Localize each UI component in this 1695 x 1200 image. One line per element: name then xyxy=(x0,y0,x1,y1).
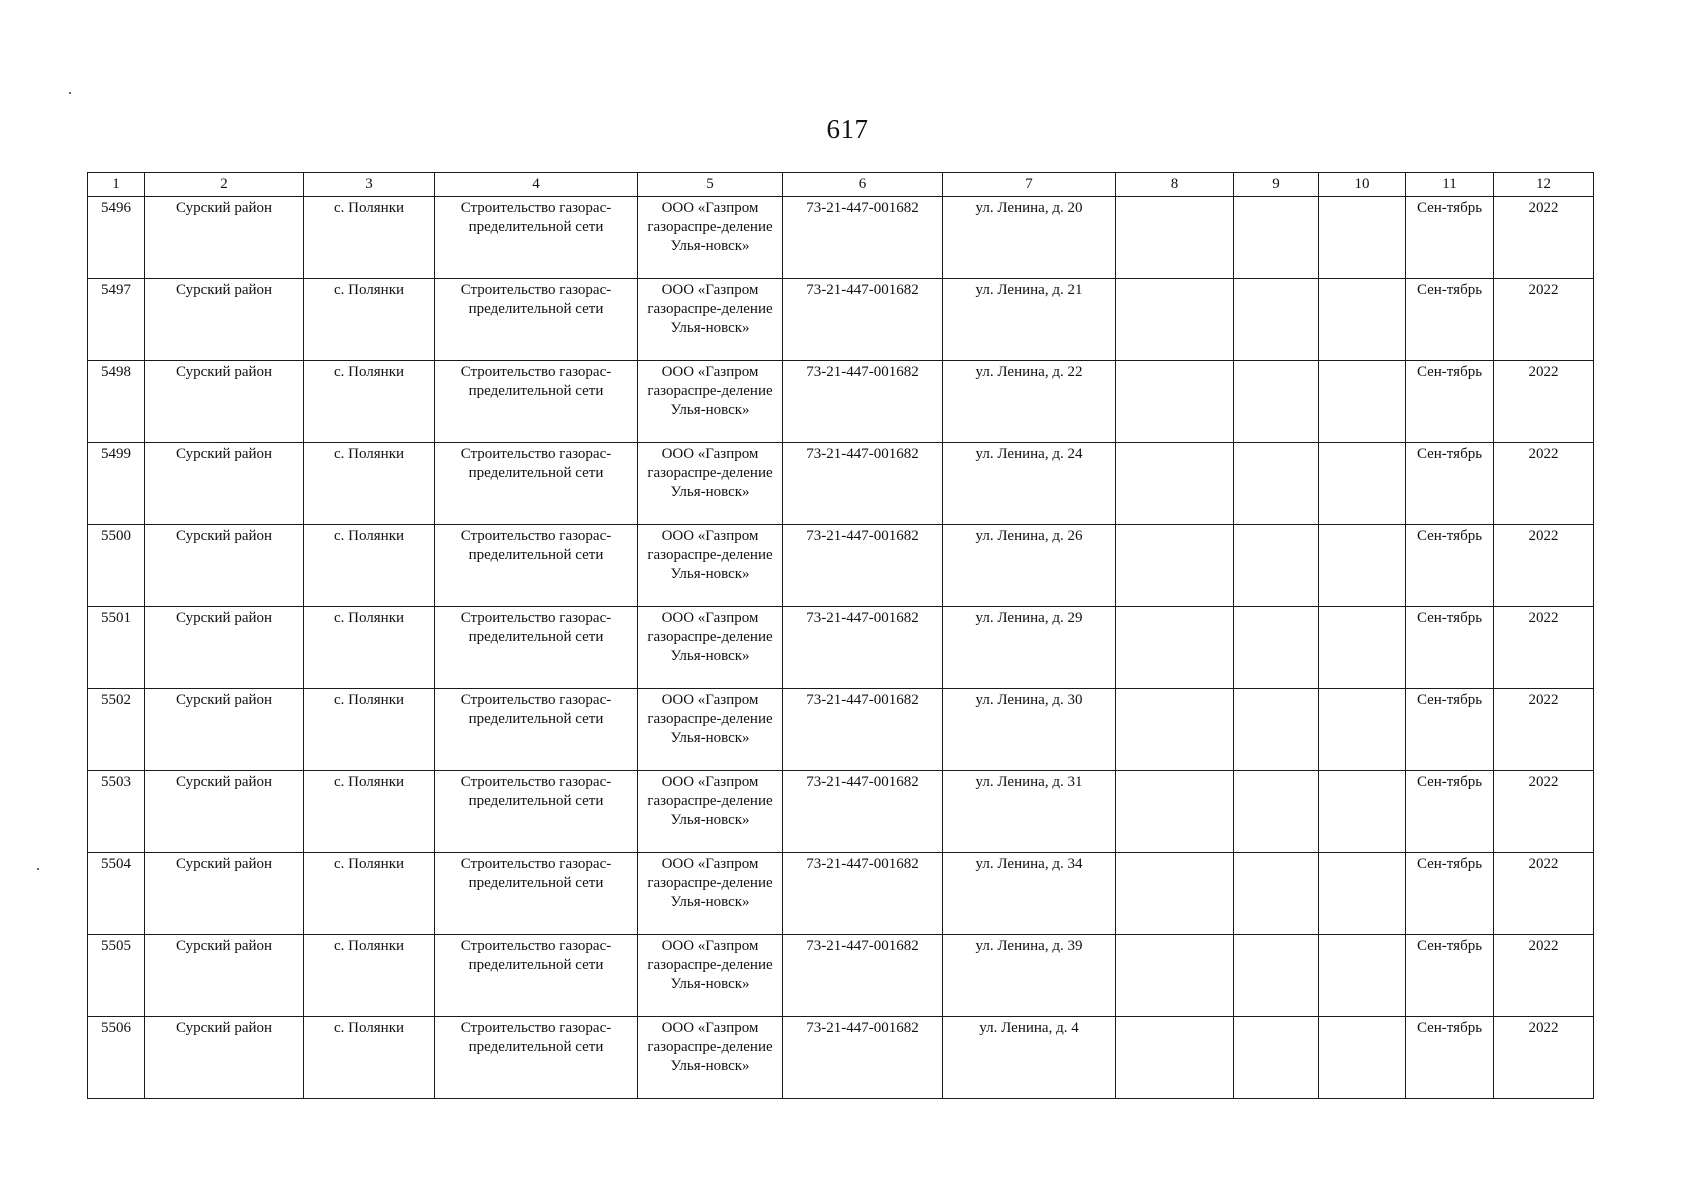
object-cell: Строительство газорас-пределительной сети xyxy=(435,525,638,607)
district-cell: Сурский район xyxy=(145,935,304,1017)
organization-cell: ООО «Газпром газораспре-деление Улья-новск» xyxy=(638,525,783,607)
code-cell: 73-21-447-001682 xyxy=(783,771,943,853)
district-cell: Сурский район xyxy=(145,279,304,361)
column-10-cell xyxy=(1319,197,1406,279)
table-row xyxy=(88,1017,1594,1099)
row-number: 5506 xyxy=(88,1017,145,1099)
column-header: 1 xyxy=(88,173,145,197)
locality-cell: с. Полянки xyxy=(304,1017,435,1099)
column-8-cell xyxy=(1116,1017,1234,1099)
month-cell: Сен-тябрь xyxy=(1406,279,1494,361)
month-cell: Сен-тябрь xyxy=(1406,689,1494,771)
scan-speck xyxy=(37,868,39,870)
year-cell: 2022 xyxy=(1494,279,1594,361)
table-row xyxy=(88,361,1594,443)
row-number: 5497 xyxy=(88,279,145,361)
column-10-cell xyxy=(1319,607,1406,689)
table-row xyxy=(88,443,1594,525)
month-cell: Сен-тябрь xyxy=(1406,525,1494,607)
code-cell: 73-21-447-001682 xyxy=(783,689,943,771)
address-cell: ул. Ленина, д. 4 xyxy=(943,1017,1116,1099)
object-cell: Строительство газорас-пределительной сети xyxy=(435,443,638,525)
district-cell: Сурский район xyxy=(145,197,304,279)
address-cell: ул. Ленина, д. 26 xyxy=(943,525,1116,607)
organization-cell: ООО «Газпром газораспре-деление Улья-новск» xyxy=(638,689,783,771)
page-number: 617 xyxy=(826,114,869,144)
month-cell: Сен-тябрь xyxy=(1406,935,1494,1017)
object-cell: Строительство газорас-пределительной сети xyxy=(435,607,638,689)
column-8-cell xyxy=(1116,935,1234,1017)
table-row xyxy=(88,607,1594,689)
column-10-cell xyxy=(1319,443,1406,525)
column-header: 12 xyxy=(1494,173,1594,197)
row-number: 5505 xyxy=(88,935,145,1017)
object-cell: Строительство газорас-пределительной сети xyxy=(435,361,638,443)
code-cell: 73-21-447-001682 xyxy=(783,525,943,607)
district-cell: Сурский район xyxy=(145,1017,304,1099)
district-cell: Сурский район xyxy=(145,443,304,525)
table-row xyxy=(88,853,1594,935)
month-cell: Сен-тябрь xyxy=(1406,771,1494,853)
address-cell: ул. Ленина, д. 22 xyxy=(943,361,1116,443)
organization-cell: ООО «Газпром газораспре-деление Улья-новск» xyxy=(638,935,783,1017)
column-9-cell xyxy=(1234,279,1319,361)
object-cell: Строительство газорас-пределительной сети xyxy=(435,279,638,361)
column-10-cell xyxy=(1319,771,1406,853)
column-9-cell xyxy=(1234,689,1319,771)
column-9-cell xyxy=(1234,525,1319,607)
address-cell: ул. Ленина, д. 31 xyxy=(943,771,1116,853)
code-cell: 73-21-447-001682 xyxy=(783,1017,943,1099)
column-header: 5 xyxy=(638,173,783,197)
row-number: 5499 xyxy=(88,443,145,525)
locality-cell: с. Полянки xyxy=(304,525,435,607)
column-10-cell xyxy=(1319,689,1406,771)
year-cell: 2022 xyxy=(1494,525,1594,607)
address-cell: ул. Ленина, д. 34 xyxy=(943,853,1116,935)
year-cell: 2022 xyxy=(1494,607,1594,689)
header-row xyxy=(88,173,1594,197)
month-cell: Сен-тябрь xyxy=(1406,853,1494,935)
column-8-cell xyxy=(1116,443,1234,525)
column-9-cell xyxy=(1234,1017,1319,1099)
column-9-cell xyxy=(1234,361,1319,443)
district-cell: Сурский район xyxy=(145,525,304,607)
row-number: 5498 xyxy=(88,361,145,443)
column-8-cell xyxy=(1116,607,1234,689)
month-cell: Сен-тябрь xyxy=(1406,361,1494,443)
code-cell: 73-21-447-001682 xyxy=(783,935,943,1017)
district-cell: Сурский район xyxy=(145,689,304,771)
year-cell: 2022 xyxy=(1494,197,1594,279)
table-row xyxy=(88,525,1594,607)
address-cell: ул. Ленина, д. 20 xyxy=(943,197,1116,279)
locality-cell: с. Полянки xyxy=(304,197,435,279)
locality-cell: с. Полянки xyxy=(304,443,435,525)
month-cell: Сен-тябрь xyxy=(1406,1017,1494,1099)
column-10-cell xyxy=(1319,1017,1406,1099)
row-number: 5496 xyxy=(88,197,145,279)
code-cell: 73-21-447-001682 xyxy=(783,853,943,935)
column-8-cell xyxy=(1116,197,1234,279)
code-cell: 73-21-447-001682 xyxy=(783,361,943,443)
organization-cell: ООО «Газпром газораспре-деление Улья-новск» xyxy=(638,361,783,443)
object-cell: Строительство газорас-пределительной сети xyxy=(435,689,638,771)
object-cell: Строительство газорас-пределительной сети xyxy=(435,853,638,935)
column-8-cell xyxy=(1116,689,1234,771)
column-header: 7 xyxy=(943,173,1116,197)
table-row xyxy=(88,197,1594,279)
locality-cell: с. Полянки xyxy=(304,361,435,443)
organization-cell: ООО «Газпром газораспре-деление Улья-новск» xyxy=(638,443,783,525)
table-row xyxy=(88,279,1594,361)
column-header: 3 xyxy=(304,173,435,197)
locality-cell: с. Полянки xyxy=(304,771,435,853)
month-cell: Сен-тябрь xyxy=(1406,607,1494,689)
year-cell: 2022 xyxy=(1494,443,1594,525)
district-cell: Сурский район xyxy=(145,853,304,935)
column-10-cell xyxy=(1319,853,1406,935)
year-cell: 2022 xyxy=(1494,361,1594,443)
column-header: 11 xyxy=(1406,173,1494,197)
month-cell: Сен-тябрь xyxy=(1406,197,1494,279)
organization-cell: ООО «Газпром газораспре-деление Улья-новск» xyxy=(638,853,783,935)
object-cell: Строительство газорас-пределительной сети xyxy=(435,935,638,1017)
address-cell: ул. Ленина, д. 30 xyxy=(943,689,1116,771)
column-8-cell xyxy=(1116,525,1234,607)
row-number: 5502 xyxy=(88,689,145,771)
month-cell: Сен-тябрь xyxy=(1406,443,1494,525)
object-cell: Строительство газорас-пределительной сети xyxy=(435,771,638,853)
column-8-cell xyxy=(1116,771,1234,853)
column-header: 2 xyxy=(145,173,304,197)
column-8-cell xyxy=(1116,361,1234,443)
column-header: 6 xyxy=(783,173,943,197)
address-cell: ул. Ленина, д. 39 xyxy=(943,935,1116,1017)
row-number: 5503 xyxy=(88,771,145,853)
row-number: 5500 xyxy=(88,525,145,607)
object-cell: Строительство газорас-пределительной сети xyxy=(435,197,638,279)
table-row xyxy=(88,935,1594,1017)
locality-cell: с. Полянки xyxy=(304,935,435,1017)
district-cell: Сурский район xyxy=(145,771,304,853)
year-cell: 2022 xyxy=(1494,1017,1594,1099)
column-8-cell xyxy=(1116,279,1234,361)
column-header: 9 xyxy=(1234,173,1319,197)
registry-table xyxy=(87,172,1594,1099)
organization-cell: ООО «Газпром газораспре-деление Улья-новск» xyxy=(638,197,783,279)
column-10-cell xyxy=(1319,361,1406,443)
column-10-cell xyxy=(1319,935,1406,1017)
district-cell: Сурский район xyxy=(145,607,304,689)
row-number: 5501 xyxy=(88,607,145,689)
locality-cell: с. Полянки xyxy=(304,689,435,771)
column-9-cell xyxy=(1234,853,1319,935)
locality-cell: с. Полянки xyxy=(304,607,435,689)
district-cell: Сурский район xyxy=(145,361,304,443)
column-9-cell xyxy=(1234,607,1319,689)
column-10-cell xyxy=(1319,279,1406,361)
scan-speck xyxy=(69,92,71,94)
code-cell: 73-21-447-001682 xyxy=(783,279,943,361)
organization-cell: ООО «Газпром газораспре-деление Улья-новск» xyxy=(638,279,783,361)
organization-cell: ООО «Газпром газораспре-деление Улья-новск» xyxy=(638,771,783,853)
column-10-cell xyxy=(1319,525,1406,607)
object-cell: Строительство газорас-пределительной сети xyxy=(435,1017,638,1099)
year-cell: 2022 xyxy=(1494,689,1594,771)
year-cell: 2022 xyxy=(1494,771,1594,853)
organization-cell: ООО «Газпром газораспре-деление Улья-новск» xyxy=(638,1017,783,1099)
table-row xyxy=(88,689,1594,771)
column-header: 4 xyxy=(435,173,638,197)
address-cell: ул. Ленина, д. 24 xyxy=(943,443,1116,525)
column-9-cell xyxy=(1234,771,1319,853)
table-row xyxy=(88,771,1594,853)
column-9-cell xyxy=(1234,935,1319,1017)
row-number: 5504 xyxy=(88,853,145,935)
year-cell: 2022 xyxy=(1494,935,1594,1017)
code-cell: 73-21-447-001682 xyxy=(783,197,943,279)
column-header: 10 xyxy=(1319,173,1406,197)
code-cell: 73-21-447-001682 xyxy=(783,443,943,525)
locality-cell: с. Полянки xyxy=(304,279,435,361)
organization-cell: ООО «Газпром газораспре-деление Улья-новск» xyxy=(638,607,783,689)
locality-cell: с. Полянки xyxy=(304,853,435,935)
address-cell: ул. Ленина, д. 21 xyxy=(943,279,1116,361)
column-9-cell xyxy=(1234,443,1319,525)
code-cell: 73-21-447-001682 xyxy=(783,607,943,689)
address-cell: ул. Ленина, д. 29 xyxy=(943,607,1116,689)
column-header: 8 xyxy=(1116,173,1234,197)
year-cell: 2022 xyxy=(1494,853,1594,935)
column-9-cell xyxy=(1234,197,1319,279)
column-8-cell xyxy=(1116,853,1234,935)
